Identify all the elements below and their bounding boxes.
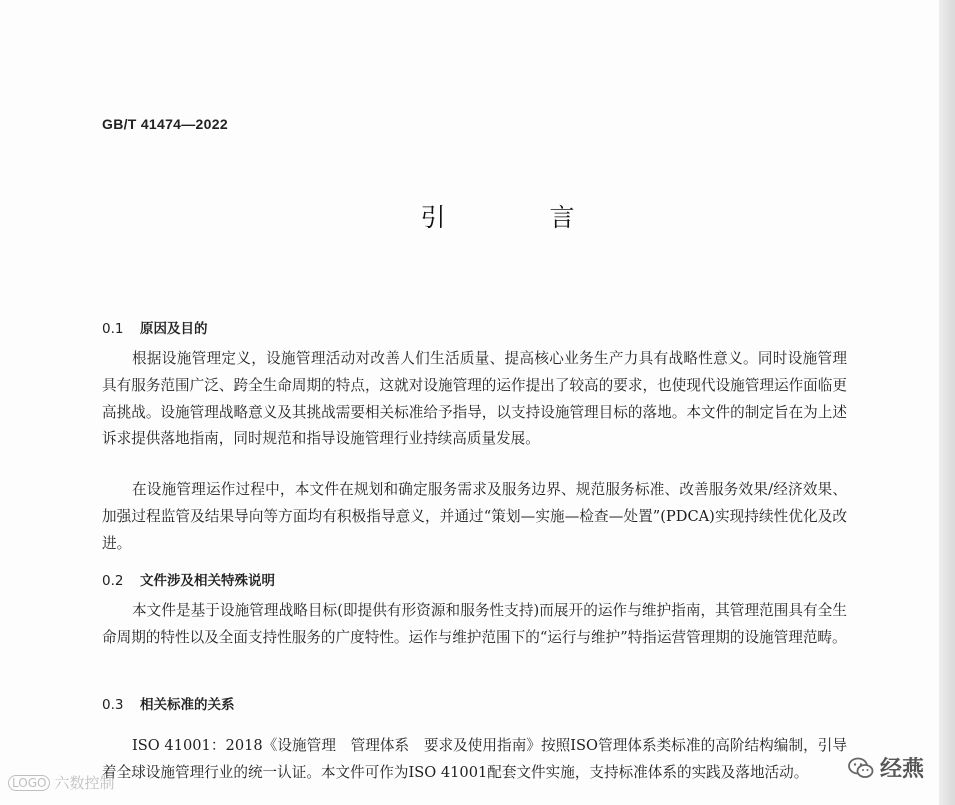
- paragraph: 根据设施管理定义，设施管理活动对改善人们生活质量、提高核心业务生产力具有战略性意义。同时设施管理具有服务范围广泛、跨全生命周期的特点，这就对设施管理的运作提出了较高的要求，也使现代设施管理运作面临更高挑战。设施管理战略意义及其挑战需要相关标准给予指导，以支持设施管理目标的落地。本文件的制定旨在为上述诉求提供落地指南，同时规范和指导设施管理行业持续高质量发展。: [102, 350, 847, 448]
- page-edge-shadow: [939, 0, 955, 805]
- section-number: 0.3: [102, 697, 124, 713]
- section-title: 相关标准的关系: [140, 697, 235, 713]
- paragraph: ISO 41001：2018《设施管理 管理体系 要求及使用指南》按照ISO管理体系类标准的高阶结构编制，引导着全球设施管理行业的统一认证。本文件可作为ISO 41001配套文件实施，支持标准体系的实践及落地活动。: [102, 737, 847, 781]
- section-heading-0-3: [102, 693, 235, 713]
- watermark-right: [848, 752, 924, 783]
- section-title: 文件涉及相关特殊说明: [140, 573, 275, 589]
- wechat-icon: [848, 757, 874, 779]
- watermark-logo: LOGO: [8, 775, 50, 791]
- section-title: 原因及目的: [140, 321, 208, 337]
- watermark-text: 六数控制: [54, 774, 115, 792]
- section-heading-0-1: [102, 317, 208, 337]
- section-heading-0-2: [102, 569, 275, 589]
- section-number: 0.2: [102, 573, 124, 589]
- page-title: 引 言: [420, 203, 623, 232]
- document-code: GB/T 41474—2022: [102, 116, 228, 132]
- section-number: 0.1: [102, 321, 124, 337]
- paragraph: 本文件是基于设施管理战略目标(即提供有形资源和服务性支持)而展开的运作与维护指南，其管理范围具有全生命周期的特性以及全面支持性服务的广度特性。运作与维护范围下的“运行与维护”特指运营管理期的设施管理范畴。: [102, 602, 847, 646]
- watermark-text: 经燕: [880, 757, 925, 782]
- watermark-left: [8, 772, 114, 793]
- paragraph: 在设施管理运作过程中，本文件在规划和确定服务需求及服务边界、规范服务标准、改善服务效果/经济效果、加强过程监管及结果导向等方面均有积极指导意义，并通过“策划—实施—检查—处置”(PDCA)实现持续性优化及改进。: [102, 481, 847, 552]
